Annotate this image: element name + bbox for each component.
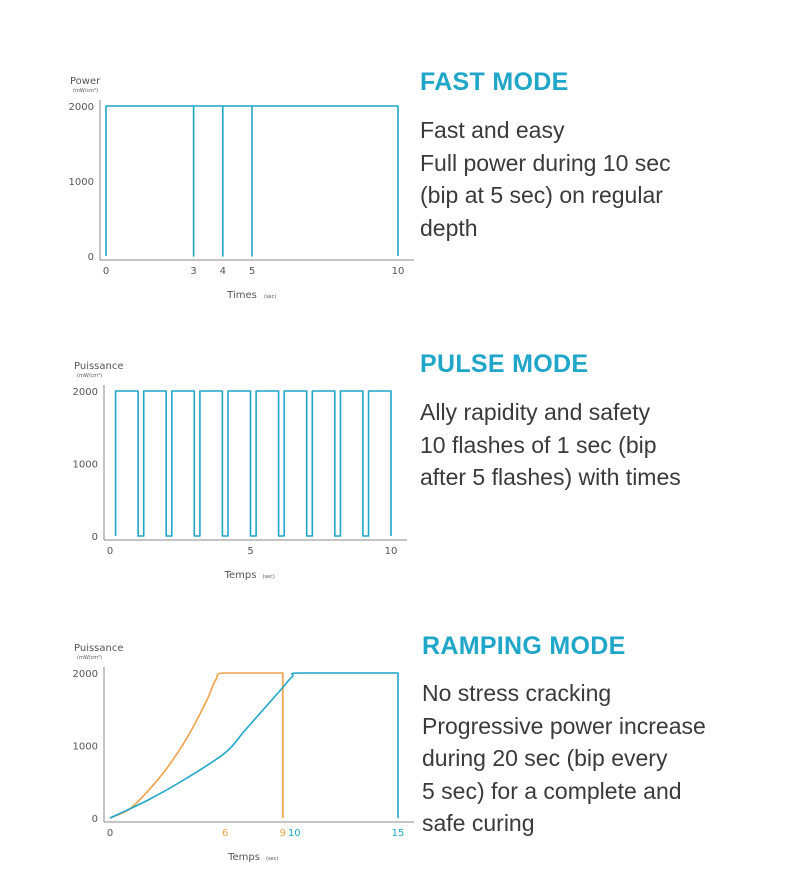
description-line: during 20 sec (bip every bbox=[422, 745, 668, 771]
y-tick-label: 0 bbox=[91, 532, 98, 543]
pulse-mode-chart bbox=[60, 354, 420, 594]
y-tick-label: 2000 bbox=[72, 387, 98, 398]
x-axis-unit: (sec) bbox=[262, 574, 275, 580]
fast-mode-description bbox=[420, 114, 671, 244]
x-tick-label: 10 bbox=[287, 828, 301, 839]
description-line: after 5 flashes) with times bbox=[420, 464, 681, 490]
ramping-mode-title: RAMPING MODE bbox=[422, 632, 626, 660]
x-tick-label: 10 bbox=[384, 546, 398, 557]
x-axis-label: Temps bbox=[228, 852, 260, 863]
description-line: Full power during 10 sec bbox=[420, 149, 671, 176]
series-line-0 bbox=[116, 391, 391, 536]
x-tick-label: 9 bbox=[279, 828, 286, 839]
x-tick-label: 3 bbox=[190, 266, 197, 277]
y-tick-label: 0 bbox=[91, 814, 98, 825]
description-line: (bip at 5 sec) on regular bbox=[420, 182, 663, 208]
y-axis-label: Puissance bbox=[74, 361, 124, 372]
description-line: Ally rapidity and safety bbox=[420, 399, 651, 425]
x-tick-label: 5 bbox=[247, 546, 254, 557]
x-axis-label: Temps bbox=[224, 570, 257, 581]
ramping-mode-chart bbox=[60, 636, 420, 876]
x-tick-label: 6 bbox=[222, 828, 229, 839]
y-tick-label: 2000 bbox=[72, 669, 98, 680]
description-line: depth bbox=[420, 214, 478, 241]
y-tick-label: 0 bbox=[87, 252, 94, 263]
fast-mode-title: FAST MODE bbox=[420, 68, 569, 96]
x-tick-label: 15 bbox=[391, 828, 405, 839]
x-axis-label: Times bbox=[227, 290, 257, 301]
x-tick-label: 0 bbox=[102, 266, 110, 277]
y-tick-label: 1000 bbox=[68, 177, 94, 188]
description-line: safe curing bbox=[422, 810, 535, 836]
x-tick-label: 4 bbox=[219, 266, 226, 277]
description-line: 10 flashes of 1 sec (bip bbox=[420, 431, 657, 458]
y-axis-label: Puissance bbox=[74, 643, 124, 654]
series-line-1 bbox=[110, 673, 398, 818]
x-tick-label: 10 bbox=[391, 266, 405, 277]
y-axis-label: Power bbox=[70, 76, 101, 87]
series-line-0 bbox=[106, 106, 398, 256]
x-tick-label: 5 bbox=[248, 266, 256, 277]
pulse-mode-description bbox=[420, 396, 681, 494]
ramping-mode-description bbox=[422, 677, 706, 840]
description-line: Fast and easy bbox=[420, 117, 565, 143]
series-line-0 bbox=[110, 673, 283, 818]
y-tick-label: 2000 bbox=[68, 102, 94, 113]
x-axis-unit: (sec) bbox=[266, 856, 279, 862]
description-line: No stress cracking bbox=[422, 680, 612, 706]
pulse-mode-title: PULSE MODE bbox=[420, 350, 589, 378]
x-tick-label: 0 bbox=[106, 546, 114, 557]
y-tick-label: 1000 bbox=[72, 741, 98, 753]
y-tick-label: 1000 bbox=[72, 459, 98, 471]
y-axis-unit: (mW/cm²) bbox=[77, 655, 103, 661]
description-line: 5 sec) for a complete and bbox=[422, 777, 682, 804]
y-axis-unit: (mW/cm²) bbox=[73, 88, 99, 94]
x-axis-unit: (sec) bbox=[264, 294, 277, 300]
y-axis-unit: (mW/cm²) bbox=[77, 373, 103, 379]
x-tick-label: 0 bbox=[106, 828, 114, 839]
description-line: Progressive power increase bbox=[422, 712, 706, 739]
fast-mode-chart bbox=[60, 70, 420, 310]
